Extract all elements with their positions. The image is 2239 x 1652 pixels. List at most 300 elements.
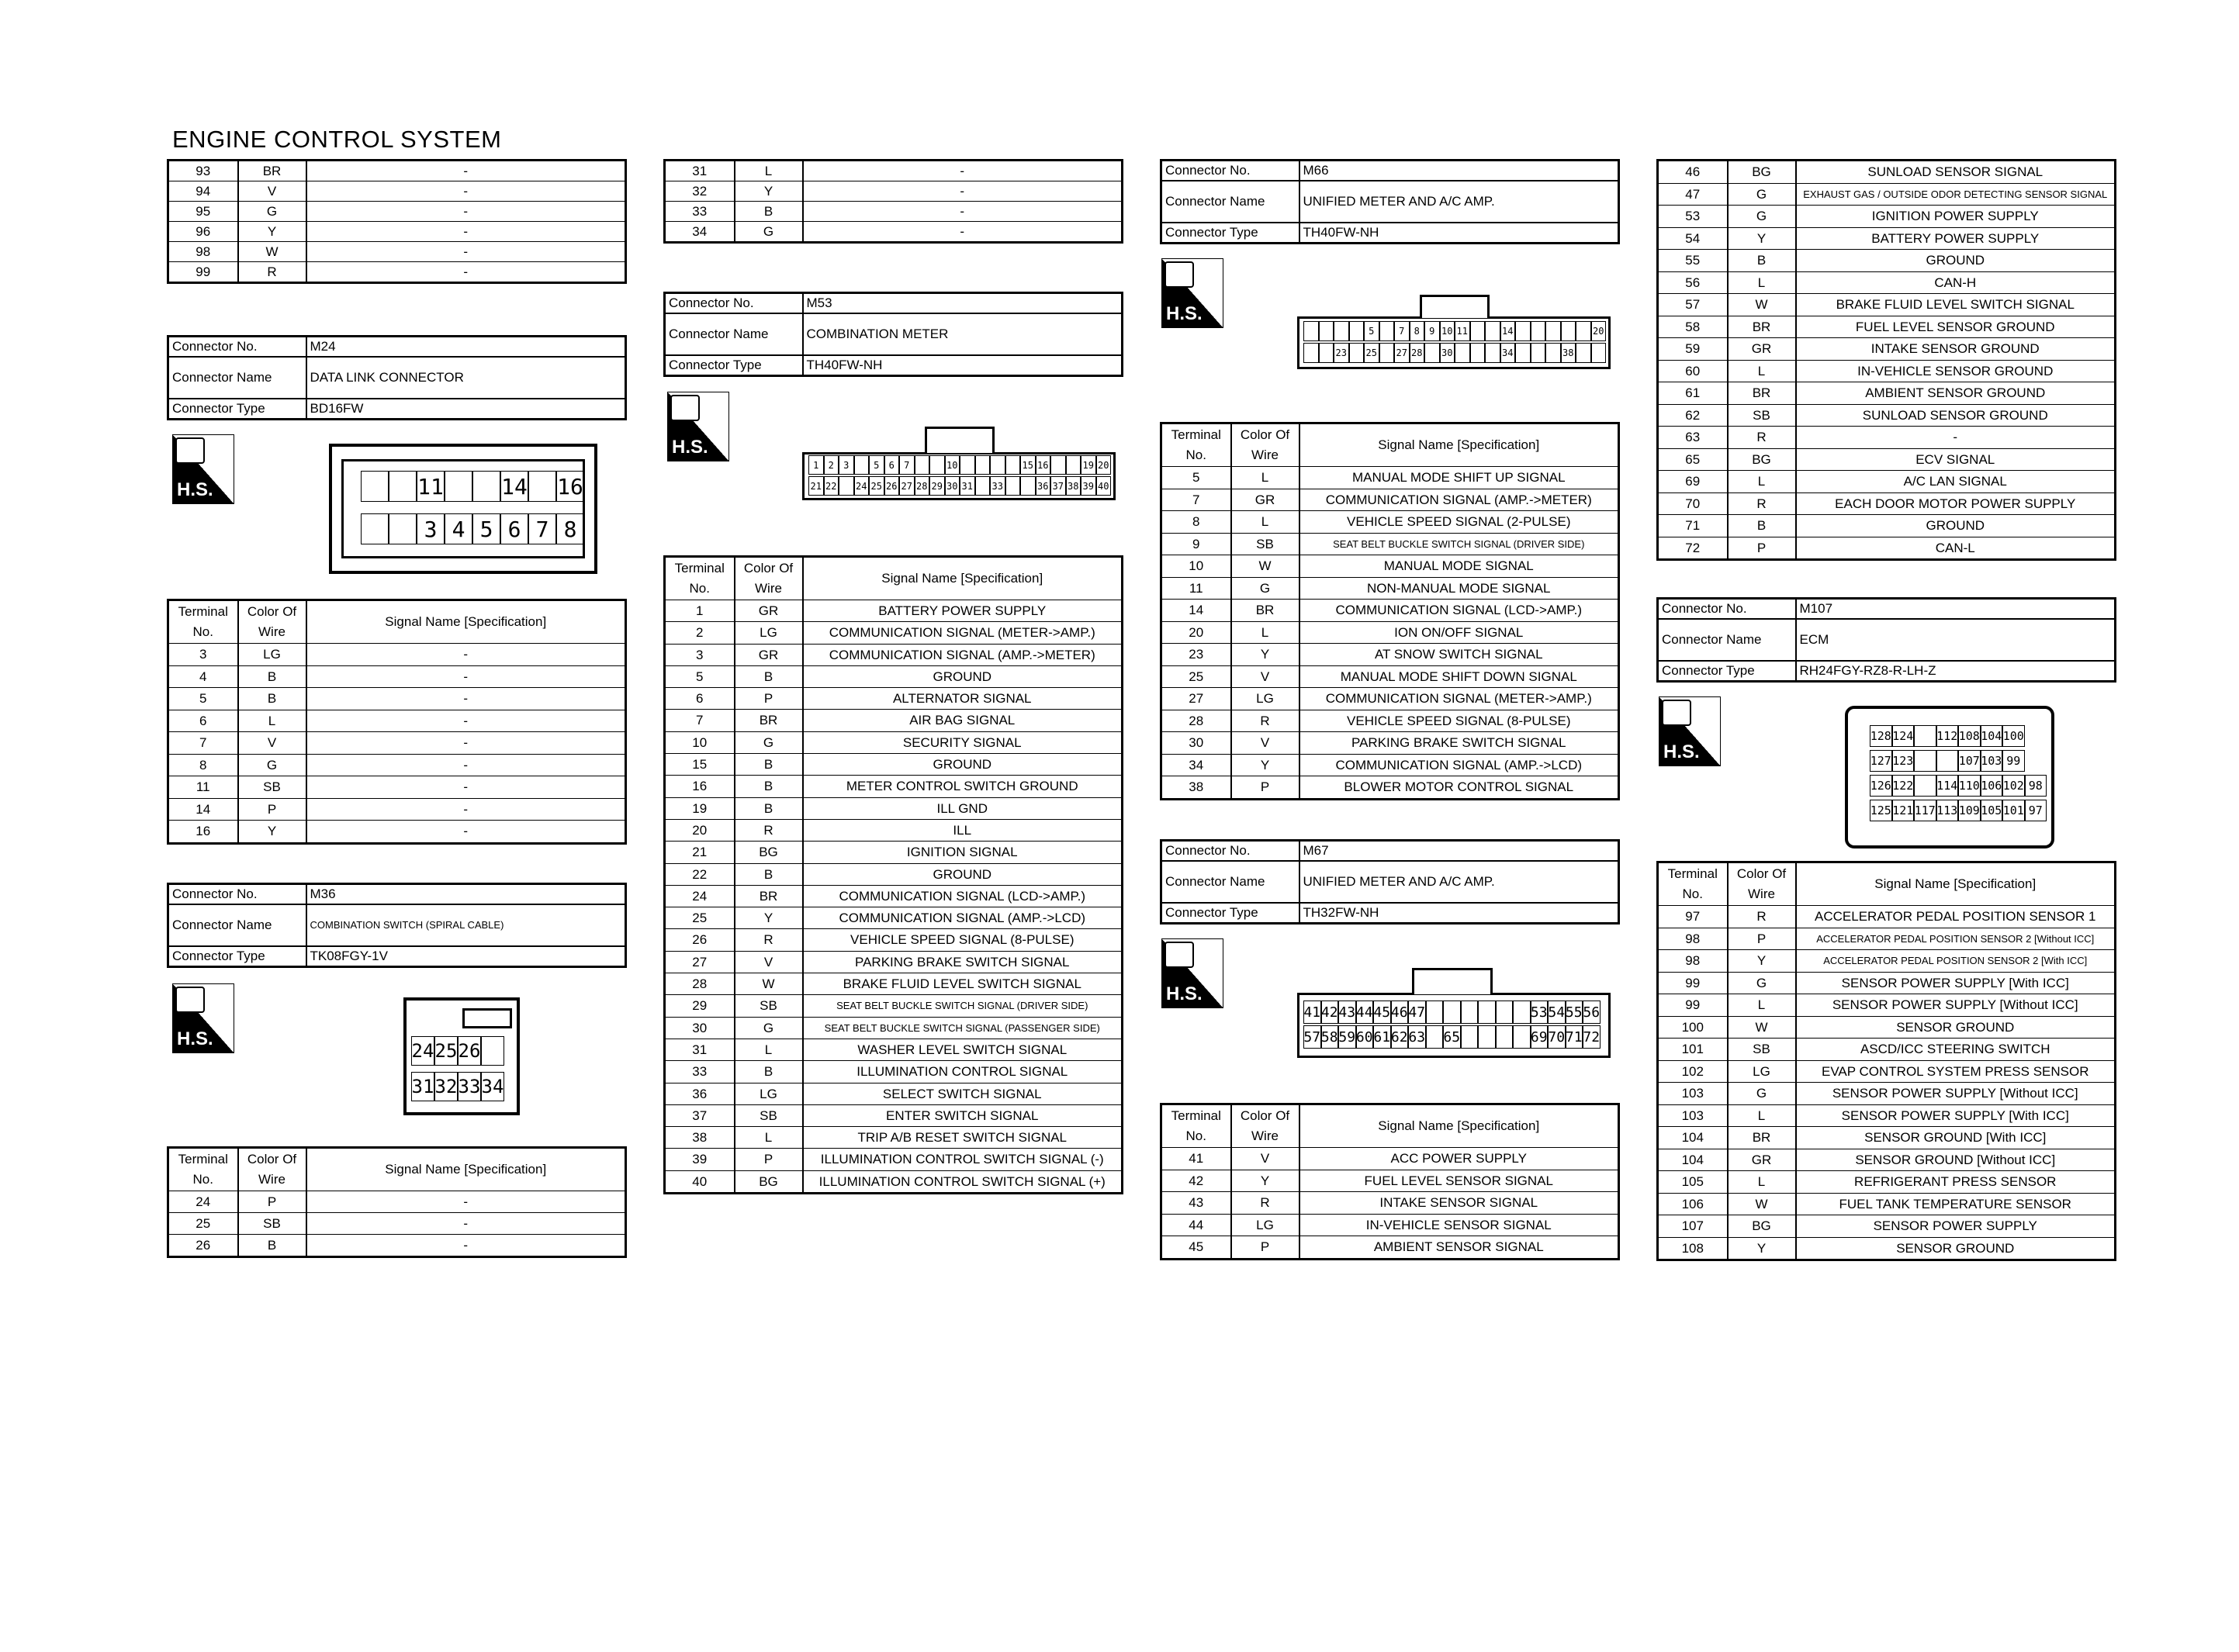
signal-name: ACCELERATOR PEDAL POSITION SENSOR 2 [With ICC]: [1796, 950, 2116, 973]
signal-name: ACCELERATOR PEDAL POSITION SENSOR 2 [Without ICC]: [1796, 928, 2116, 950]
terminal-no: 20: [1161, 621, 1231, 644]
terminal-no: 3: [665, 644, 735, 665]
connector-pin: [1914, 750, 1936, 772]
m66-row: [1161, 577, 1619, 600]
t3-row: [1658, 382, 2116, 405]
m67-color-header: Color Of Wire: [1231, 1104, 1299, 1148]
connector-pin: [1461, 1025, 1479, 1049]
signal-name: SENSOR POWER SUPPLY [Without ICC]: [1796, 994, 2116, 1017]
terminal-no: 22: [665, 863, 735, 885]
terminal-no: 9: [1161, 533, 1231, 555]
m24-signal-header: Signal Name [Specification]: [306, 600, 626, 644]
m24-color-header: Color Of Wire: [238, 600, 306, 644]
signal-name: FUEL LEVEL SENSOR GROUND: [1796, 316, 2116, 338]
connector-pin: 56: [1583, 1001, 1601, 1024]
connector-type-row: [1161, 903, 1619, 924]
connector-no-label: Connector No.: [665, 293, 803, 314]
signal-name: -: [306, 222, 626, 242]
connector-name-row: [1161, 861, 1619, 903]
wire-color: B: [735, 797, 803, 819]
signal-name: IGNITION SIGNAL: [803, 842, 1123, 863]
connector-pin: 15: [1020, 455, 1036, 475]
wire-color: L: [735, 1039, 803, 1060]
m24-row: [168, 710, 626, 732]
signal-name: SUNLOAD SENSOR GROUND: [1796, 404, 2116, 427]
connector-no-label: Connector No.: [1161, 841, 1299, 862]
signal-name: BATTERY POWER SUPPLY: [803, 600, 1123, 622]
terminal-no: 62: [1658, 404, 1728, 427]
m66-row: [1161, 467, 1619, 489]
connector-pin: 47: [1408, 1001, 1426, 1024]
terminal-no: 47: [1658, 183, 1728, 206]
connector-pin: [1050, 455, 1066, 475]
wire-color: R: [1231, 1192, 1299, 1215]
connector-no-label: Connector No.: [168, 884, 306, 905]
terminal-no: 25: [168, 1213, 238, 1235]
connector-pin: 1: [808, 455, 824, 475]
terminal-no: 23: [1161, 644, 1231, 666]
wire-color: P: [238, 798, 306, 821]
m107-connector-info: [1656, 597, 2116, 683]
terminal-no: 103: [1658, 1083, 1728, 1105]
connector-pin: [1545, 343, 1561, 363]
hs-label: H.S.: [177, 479, 213, 500]
connector-no-value: M36: [306, 884, 626, 905]
signal-name: -: [306, 644, 626, 666]
terminal-no: 26: [665, 929, 735, 951]
connector-no-value: M53: [803, 293, 1123, 314]
connector-pin: 5: [472, 513, 500, 544]
connector-pin: 16: [1036, 455, 1051, 475]
wire-color: R: [238, 262, 306, 283]
wire-color: P: [735, 1149, 803, 1170]
connector-pin: 126: [1870, 775, 1892, 797]
m66-pin-row: [1303, 321, 1606, 341]
connector-pin: 61: [1373, 1025, 1391, 1049]
m53-pin-row: [808, 455, 1111, 475]
terminal-no: 104: [1658, 1127, 1728, 1149]
connector-pin: 99: [2002, 750, 2025, 772]
connector-pin: 127: [1870, 750, 1892, 772]
terminal-no: 71: [1658, 515, 1728, 537]
connector-pin: [1066, 455, 1081, 475]
connector-name-value: ECM: [1796, 619, 2116, 661]
terminal-no: 46: [1658, 161, 1728, 184]
terminal-no: 11: [168, 776, 238, 799]
terminal-no: 36: [665, 1083, 735, 1104]
signal-name: COMMUNICATION SIGNAL (LCD->AMP.): [1299, 600, 1619, 622]
connector-pin: 30: [945, 476, 960, 496]
terminal-no: 99: [168, 262, 238, 283]
m67-hs-icon: [1161, 938, 1223, 1008]
signal-name: PARKING BRAKE SWITCH SIGNAL: [1299, 732, 1619, 755]
connector-pin: 41: [1303, 1001, 1321, 1024]
m24-connector-info: [167, 335, 627, 420]
m36-row: [168, 1191, 626, 1213]
terminal-no: 93: [168, 161, 238, 181]
m24-row: [168, 665, 626, 688]
connector-type-label: Connector Type: [1161, 223, 1299, 244]
m36-terminal-no-header: Terminal No.: [168, 1148, 238, 1191]
signal-name: -: [306, 1191, 626, 1213]
wire-color: P: [1728, 928, 1796, 950]
terminal-no: 25: [1161, 665, 1231, 688]
terminal-no: 103: [1658, 1104, 1728, 1127]
t3-row: [1658, 515, 2116, 537]
m53-row: [665, 1170, 1123, 1193]
m66-row: [1161, 710, 1619, 732]
connector-name-label: Connector Name: [1658, 619, 1796, 661]
connector-pin: 14: [500, 471, 528, 502]
t2-row: [665, 181, 1123, 202]
m53-connector-info: [663, 292, 1123, 377]
wire-color: P: [735, 688, 803, 710]
m107-terminal-table: [1656, 861, 2116, 1261]
terminal-no: 31: [665, 1039, 735, 1060]
m24-pin-row: [361, 513, 584, 544]
wire-color: BR: [1728, 382, 1796, 405]
connector-pin: [1470, 321, 1486, 341]
m107-row: [1658, 1171, 2116, 1194]
m53-latch: [925, 427, 995, 453]
m24-row: [168, 688, 626, 710]
signal-name: SENSOR POWER SUPPLY [With ICC]: [1796, 1104, 2116, 1127]
connector-type-label: Connector Type: [665, 355, 803, 376]
connector-pin: 28: [915, 476, 930, 496]
terminal-no: 10: [1161, 555, 1231, 578]
connector-type-label: Connector Type: [168, 399, 306, 420]
terminal-no: 70: [1658, 492, 1728, 515]
connector-pin: [1005, 476, 1021, 496]
hs-label: H.S.: [177, 1028, 213, 1049]
connector-pin: [1426, 1001, 1444, 1024]
m53-row: [665, 819, 1123, 841]
m66-color-header: Color Of Wire: [1231, 423, 1299, 467]
t3-row: [1658, 360, 2116, 382]
wire-color: LG: [1728, 1060, 1796, 1083]
signal-name: SEAT BELT BUCKLE SWITCH SIGNAL (DRIVER SIDE): [1299, 533, 1619, 555]
wire-color: GR: [1728, 338, 1796, 361]
signal-name: ALTERNATOR SIGNAL: [803, 688, 1123, 710]
wire-color: G: [1728, 972, 1796, 994]
m53-terminal-table: [663, 555, 1123, 1194]
connector-name-value: DATA LINK CONNECTOR: [306, 357, 626, 399]
m107-row: [1658, 994, 2116, 1017]
connector-name-row: [665, 313, 1123, 355]
m107-row: [1658, 1193, 2116, 1215]
terminal-no: 7: [1161, 489, 1231, 511]
connector-pin: 31: [411, 1072, 434, 1101]
terminal-no: 45: [1161, 1236, 1231, 1260]
m66-pin-row: [1303, 343, 1606, 363]
m107-row: [1658, 1039, 2116, 1061]
m53-row: [665, 863, 1123, 885]
connector-pin: 20: [1591, 321, 1607, 341]
connector-pin: [1426, 1025, 1444, 1049]
connector-name-value: COMBINATION SWITCH (SPIRAL CABLE): [306, 904, 626, 946]
signal-name: BATTERY POWER SUPPLY: [1796, 227, 2116, 250]
connector-pin: 45: [1373, 1001, 1391, 1024]
m53-color-header: Color Of Wire: [735, 557, 803, 600]
m36-pin-row: [411, 1072, 504, 1101]
wire-color: BG: [735, 842, 803, 863]
m107-pin-row: [1870, 775, 2047, 797]
signal-name: -: [306, 710, 626, 732]
wire-color: L: [1231, 511, 1299, 534]
wire-color: L: [238, 710, 306, 732]
connector-name-label: Connector Name: [168, 904, 306, 946]
m67-row: [1161, 1236, 1619, 1260]
signal-name: METER CONTROL SWITCH GROUND: [803, 776, 1123, 797]
wire-color: R: [735, 929, 803, 951]
connector-pin: [854, 455, 870, 475]
terminal-no: 42: [1161, 1170, 1231, 1192]
signal-name: BLOWER MOTOR CONTROL SIGNAL: [1299, 776, 1619, 800]
connector-pin: 117: [1914, 800, 1936, 821]
connector-pin: 23: [1334, 343, 1349, 363]
wire-color: BR: [735, 710, 803, 731]
terminal-no: 14: [1161, 600, 1231, 622]
t3-row: [1658, 492, 2116, 515]
connector-pin: 98: [2025, 775, 2047, 797]
wire-color: V: [1231, 1148, 1299, 1170]
signal-name: -: [306, 1235, 626, 1257]
connector-pin: [1303, 321, 1319, 341]
signal-name: BRAKE FLUID LEVEL SWITCH SIGNAL: [803, 973, 1123, 995]
signal-name: INTAKE SENSOR GROUND: [1796, 338, 2116, 361]
m36-hs-icon: [172, 983, 234, 1053]
connector-pin: [1513, 1025, 1531, 1049]
terminal-no: 56: [1658, 271, 1728, 294]
connector-pin: [1470, 343, 1486, 363]
m107-row: [1658, 1060, 2116, 1083]
connector-pin: 58: [1321, 1025, 1339, 1049]
hand-icon: [1164, 942, 1194, 968]
m53-row: [665, 1083, 1123, 1104]
terminal-no: 2: [665, 622, 735, 644]
terminal-no: 16: [665, 776, 735, 797]
connector-no-value: M66: [1299, 161, 1619, 181]
connector-pin: 110: [1958, 775, 1981, 797]
wire-color: G: [1728, 1083, 1796, 1105]
terminal-no: 65: [1658, 448, 1728, 471]
connector-pin: [1349, 343, 1365, 363]
m53-row: [665, 710, 1123, 731]
signal-name: WASHER LEVEL SWITCH SIGNAL: [803, 1039, 1123, 1060]
connector-pin: 34: [1500, 343, 1516, 363]
terminal-no: 6: [168, 710, 238, 732]
connector-type-row: [665, 355, 1123, 376]
signal-name: COMMUNICATION SIGNAL (AMP.->METER): [1299, 489, 1619, 511]
connector-pin: 11: [417, 471, 445, 502]
wire-color: B: [238, 688, 306, 710]
terminal-no: 72: [1658, 537, 1728, 560]
signal-name: VEHICLE SPEED SIGNAL (8-PULSE): [1299, 710, 1619, 732]
m66-row: [1161, 665, 1619, 688]
connector-type-row: [1161, 223, 1619, 244]
wire-color: G: [1231, 577, 1299, 600]
connector-pin: [1379, 343, 1395, 363]
connector-name-value: UNIFIED METER AND A/C AMP.: [1299, 861, 1619, 903]
connector-pin: [1496, 1001, 1514, 1024]
terminal-no: 102: [1658, 1060, 1728, 1083]
connector-pin: 28: [1410, 343, 1425, 363]
t1-row: [168, 222, 626, 242]
t1-row: [168, 181, 626, 202]
t3-terminal-table: [1656, 159, 2116, 561]
t3-row: [1658, 537, 2116, 560]
t3-row: [1658, 227, 2116, 250]
wire-color: W: [1728, 1193, 1796, 1215]
terminal-no: 98: [1658, 950, 1728, 973]
connector-pin: [361, 513, 389, 544]
wire-color: B: [735, 863, 803, 885]
connector-name-row: [1161, 181, 1619, 223]
signal-name: COMMUNICATION SIGNAL (AMP.->LCD): [1299, 754, 1619, 776]
connector-pin: 100: [2002, 725, 2025, 747]
connector-name-label: Connector Name: [168, 357, 306, 399]
terminal-no: 8: [168, 754, 238, 776]
m53-row: [665, 907, 1123, 929]
connector-no-row: [1161, 161, 1619, 181]
terminal-no: 40: [665, 1170, 735, 1193]
terminal-no: 100: [1658, 1016, 1728, 1039]
signal-name: AIR BAG SIGNAL: [803, 710, 1123, 731]
signal-name: GROUND: [803, 754, 1123, 776]
signal-name: ENTER SWITCH SIGNAL: [803, 1104, 1123, 1126]
signal-name: REFRIGERANT PRESS SENSOR: [1796, 1171, 2116, 1194]
wire-color: Y: [238, 222, 306, 242]
connector-pin: 39: [1081, 476, 1096, 496]
connector-pin: 36: [1036, 476, 1051, 496]
t3-row: [1658, 471, 2116, 493]
m36-signal-header: Signal Name [Specification]: [306, 1148, 626, 1191]
connector-pin: [1531, 343, 1546, 363]
m66-row: [1161, 600, 1619, 622]
wire-color: P: [1728, 537, 1796, 560]
t3-row: [1658, 271, 2116, 294]
m107-pin-row: [1870, 750, 2025, 772]
m36-header-row: [168, 1148, 626, 1191]
terminal-no: 107: [1658, 1215, 1728, 1238]
connector-name-label: Connector Name: [1161, 861, 1299, 903]
m53-row: [665, 1017, 1123, 1039]
wire-color: Y: [1231, 644, 1299, 666]
m107-row: [1658, 950, 2116, 973]
m53-row: [665, 951, 1123, 973]
signal-name: -: [306, 776, 626, 799]
m66-terminal-table: [1160, 422, 1620, 800]
wire-color: L: [1231, 621, 1299, 644]
connector-pin: 16: [556, 471, 584, 502]
signal-name: ION ON/OFF SIGNAL: [1299, 621, 1619, 644]
connector-type-label: Connector Type: [1658, 661, 1796, 682]
connector-pin: 107: [1958, 750, 1981, 772]
terminal-no: 32: [665, 181, 735, 202]
m66-row: [1161, 754, 1619, 776]
connector-type-row: [168, 946, 626, 967]
signal-name: COMMUNICATION SIGNAL (METER->AMP.): [803, 622, 1123, 644]
connector-pin: [1379, 321, 1395, 341]
m24-row: [168, 798, 626, 821]
wire-color: V: [238, 732, 306, 755]
signal-name: AMBIENT SENSOR GROUND: [1796, 382, 2116, 405]
connector-pin: 108: [1958, 725, 1981, 747]
connector-pin: [1531, 321, 1546, 341]
connector-pin: [975, 476, 991, 496]
m66-header-row: [1161, 423, 1619, 467]
connector-pin: 104: [1981, 725, 2003, 747]
t3-row: [1658, 183, 2116, 206]
connector-type-value: BD16FW: [306, 399, 626, 420]
terminal-no: 37: [665, 1104, 735, 1126]
connector-pin: [1545, 321, 1561, 341]
connector-pin: [1455, 343, 1470, 363]
wire-color: V: [1231, 732, 1299, 755]
connector-pin: 121: [1892, 800, 1915, 821]
wire-color: BR: [238, 161, 306, 181]
m53-hs-icon: [667, 392, 729, 461]
connector-pin: [1485, 343, 1500, 363]
terminal-no: 97: [1658, 906, 1728, 928]
terminal-no: 7: [665, 710, 735, 731]
signal-name: VEHICLE SPEED SIGNAL (8-PULSE): [803, 929, 1123, 951]
t3-row: [1658, 161, 2116, 184]
m107-terminal-no-header: Terminal No.: [1658, 862, 1728, 906]
connector-type-value: TK08FGY-1V: [306, 946, 626, 967]
connector-pin: 24: [854, 476, 870, 496]
signal-name: IN-VEHICLE SENSOR SIGNAL: [1299, 1214, 1619, 1236]
wire-color: G: [238, 754, 306, 776]
signal-name: SENSOR GROUND [Without ICC]: [1796, 1149, 2116, 1171]
terminal-no: 30: [665, 1017, 735, 1039]
wire-color: SB: [1728, 404, 1796, 427]
m107-row: [1658, 906, 2116, 928]
m67-row: [1161, 1192, 1619, 1215]
signal-name: EVAP CONTROL SYSTEM PRESS SENSOR: [1796, 1060, 2116, 1083]
connector-pin: [1513, 1001, 1531, 1024]
connector-pin: 69: [1531, 1025, 1549, 1049]
signal-name: ILLUMINATION CONTROL SIGNAL: [803, 1061, 1123, 1083]
m107-row: [1658, 1127, 2116, 1149]
connector-pin: 4: [445, 513, 472, 544]
wire-color: B: [735, 202, 803, 222]
connector-name-label: Connector Name: [665, 313, 803, 355]
m53-row: [665, 797, 1123, 819]
m53-row: [665, 1061, 1123, 1083]
terminal-no: 57: [1658, 294, 1728, 316]
terminal-no: 38: [1161, 776, 1231, 800]
connector-pin: 113: [1936, 800, 1959, 821]
m67-pin-row: [1303, 1001, 1601, 1024]
terminal-no: 5: [665, 665, 735, 687]
connector-pin: [839, 476, 854, 496]
connector-pin: 59: [1338, 1025, 1356, 1049]
signal-name: MANUAL MODE SHIFT UP SIGNAL: [1299, 467, 1619, 489]
connector-pin: 37: [1050, 476, 1066, 496]
m53-row: [665, 973, 1123, 995]
connector-pin: 25: [1364, 343, 1379, 363]
wire-color: B: [1728, 515, 1796, 537]
connector-pin: [1005, 455, 1021, 475]
signal-name: FUEL TANK TEMPERATURE SENSOR: [1796, 1193, 2116, 1215]
connector-no-value: M107: [1796, 599, 2116, 620]
wire-color: G: [1728, 206, 1796, 228]
connector-pin: [915, 455, 930, 475]
wire-color: R: [1728, 906, 1796, 928]
m24-row: [168, 754, 626, 776]
t3-row: [1658, 404, 2116, 427]
